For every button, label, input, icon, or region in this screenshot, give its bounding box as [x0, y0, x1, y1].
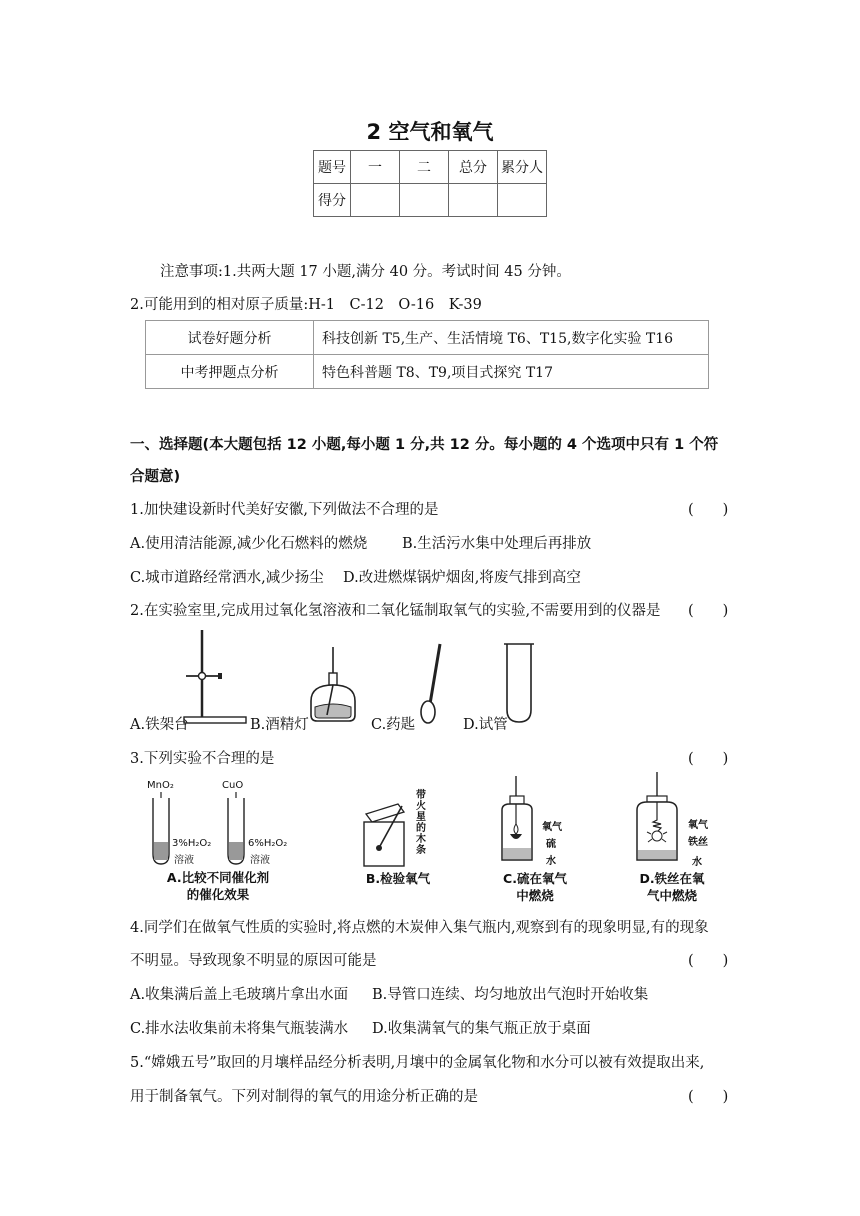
q5-stem-line2: 用于制备氧气。下列对制得的氧气的用途分析正确的是 [130, 1089, 478, 1105]
analysis-label: 试卷好题分析 [146, 321, 314, 355]
score-header-cell: 一 [351, 151, 400, 184]
q3d-caption-line1: D.铁丝在氧 [639, 871, 705, 886]
q2-option-c: C.药匙 [371, 717, 416, 733]
q2-option-a: A.铁架台 [130, 717, 189, 733]
q3b-side-char: 木 [416, 834, 426, 845]
score-cell[interactable] [351, 184, 400, 217]
note-1: 注意事项:1.共两大题 17 小题,满分 40 分。考试时间 45 分钟。 [160, 264, 571, 280]
q3d-label-iron-wire: 铁丝 [688, 837, 708, 848]
section-heading-line2: 合题意) [130, 469, 181, 485]
q3d-label-oxygen: 氧气 [688, 820, 708, 831]
q1-answer-paren[interactable]: ( ) [688, 502, 729, 518]
q1-stem: 1.加快建设新时代美好安徽,下列做法不合理的是 [130, 502, 439, 518]
iron-stand-figure [180, 628, 250, 726]
q3b-side-char: 条 [416, 845, 426, 856]
q3c-sulfur-jar-figure [498, 776, 548, 868]
alcohol-lamp-figure [303, 645, 363, 725]
q2-option-b: B.酒精灯 [250, 717, 309, 733]
q1-option-c: C.城市道路经常洒水,减少扬尘 [130, 570, 324, 586]
q3a-caption-line1: A.比较不同催化剂 [166, 870, 270, 885]
q3b-side-char: 带 [416, 790, 426, 801]
q3c-label-water: 水 [546, 856, 556, 867]
q4-option-b: B.导管口连续、均匀地放出气泡时开始收集 [372, 987, 649, 1003]
q3c-caption-line2: 中燃烧 [516, 888, 554, 903]
analysis-table [145, 320, 709, 389]
q3a-label-mno2: MnO₂ [147, 780, 174, 791]
score-table [313, 150, 547, 217]
q4-answer-paren[interactable]: ( ) [688, 953, 729, 969]
score-header-cell: 题号 [314, 151, 351, 184]
q3d-label-water: 水 [692, 857, 702, 868]
q1-option-b: B.生活污水集中处理后再排放 [402, 536, 592, 552]
score-header-cell: 累分人 [498, 151, 547, 184]
score-cell[interactable] [449, 184, 498, 217]
q3a-solution1-line1: 3%H₂O₂ [172, 838, 212, 849]
q3b-jar-figure [358, 800, 418, 868]
q1-option-d: D.改进燃煤锅炉烟囱,将废气排到高空 [343, 570, 581, 586]
page-title: 2 空气和氧气 [366, 120, 494, 144]
spatula-figure [410, 640, 450, 730]
q3d-caption-line2: 气中燃烧 [646, 888, 697, 903]
analysis-row [146, 321, 709, 355]
score-table-value-row [314, 184, 547, 217]
q4-option-a: A.收集满后盖上毛玻璃片拿出水面 [130, 987, 349, 1003]
q4-option-c: C.排水法收集前未将集气瓶装满水 [130, 1021, 349, 1037]
section-heading-line1: 一、选择题(本大题包括 12 小题,每小题 1 分,共 12 分。每小题的 4 个选项中只有 1 个符 [130, 437, 719, 453]
analysis-value: 科技创新 T5,生产、生活情境 T6、T15,数字化实验 T16 [314, 321, 709, 355]
q3a-test-tubes-figure [148, 792, 258, 868]
q3c-label-oxygen: 氧气 [542, 822, 562, 833]
q3b-side-char: 火 [416, 801, 426, 812]
q5-answer-paren[interactable]: ( ) [688, 1089, 729, 1105]
analysis-label: 中考押题点分析 [146, 355, 314, 389]
q3b-caption: B.检验氧气 [365, 871, 431, 886]
q3d-iron-wire-jar-figure [633, 772, 689, 868]
analysis-row [146, 355, 709, 389]
q3-stem: 3.下列实验不合理的是 [130, 751, 275, 767]
q3c-label-sulfur: 硫 [546, 839, 556, 850]
q3-answer-paren[interactable]: ( ) [688, 751, 729, 767]
q3c-caption-line1: C.硫在氧气 [503, 871, 567, 886]
q3a-solution2-line1: 6%H₂O₂ [248, 838, 288, 849]
q5-stem-line1: 5.“嫦娥五号”取回的月壤样品经分析表明,月壤中的金属氧化物和水分可以被有效提取出来, [130, 1055, 705, 1071]
q2-option-d: D.试管 [463, 717, 508, 733]
score-header-cell: 二 [400, 151, 449, 184]
q3a-solution1-line2: 溶液 [174, 855, 194, 866]
q4-stem-line1: 4.同学们在做氧气性质的实验时,将点燃的木炭伸入集气瓶内,观察到有的现象明显,有的现象 [130, 920, 709, 936]
q3a-label-cuo: CuO [222, 780, 244, 791]
q3a-solution2-line2: 溶液 [250, 855, 270, 866]
q3b-side-label [416, 790, 426, 856]
score-cell[interactable] [498, 184, 547, 217]
q3b-side-char: 的 [416, 823, 426, 834]
q2-stem: 2.在实验室里,完成用过氧化氢溶液和二氧化锰制取氧气的实验,不需要用到的仪器是 [130, 603, 661, 619]
q3d-caption [622, 870, 722, 904]
score-cell[interactable] [400, 184, 449, 217]
q2-answer-paren[interactable]: ( ) [688, 603, 729, 619]
q3c-caption [485, 870, 585, 904]
score-table-header-row [314, 151, 547, 184]
q3a-caption-line2: 的催化效果 [186, 887, 250, 902]
q3b-side-char: 星 [416, 812, 426, 823]
q4-stem-line2: 不明显。导致现象不明显的原因可能是 [130, 953, 377, 969]
q1-option-a: A.使用清洁能源,减少化石燃料的燃烧 [130, 536, 368, 552]
score-row-label: 得分 [314, 184, 351, 217]
q3a-caption [148, 869, 288, 903]
analysis-value: 特色科普题 T8、T9,项目式探究 T17 [314, 355, 709, 389]
score-header-cell: 总分 [449, 151, 498, 184]
q4-option-d: D.收集满氧气的集气瓶正放于桌面 [372, 1021, 591, 1037]
note-2: 2.可能用到的相对原子质量:H-1 C-12 O-16 K-39 [130, 297, 482, 313]
